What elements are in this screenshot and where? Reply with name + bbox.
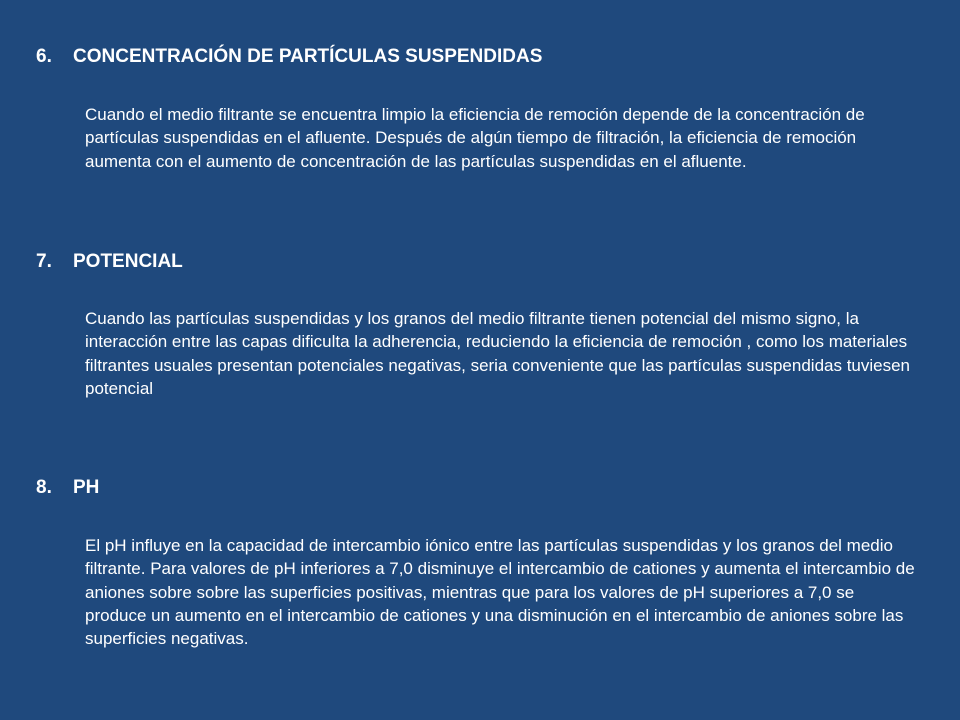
section-potencial	[36, 250, 926, 400]
section-body: Cuando las partículas suspendidas y los granos del medio filtrante tienen potencial del mismo signo, la interacción entre las capas dificulta la adherencia, reduciendo la eficiencia de remoción , como los materiales filtrantes usuales presentan potenciales negativas, seria conveniente que las partículas suspendidas tuviesen potencial	[85, 309, 911, 398]
section-title: PH	[73, 477, 100, 498]
section-number: 8.	[36, 477, 52, 498]
section-heading	[36, 45, 926, 69]
section-body: El pH influye en la capacidad de intercambio iónico entre las partículas suspendidas y los granos del medio filtrante. Para valores de pH inferiores a 7,0 disminuye el intercambio de cationes y aumenta el intercambio de aniones sobre sobre las superficies positivas, mientras que para los valores de pH superiores a 7,0 se produce un aumento en el intercambio de cationes y una disminución en el intercambio de aniones sobre las superficies negativas.	[85, 536, 915, 649]
section-concentracion	[36, 45, 926, 173]
section-title: POTENCIAL	[73, 251, 183, 272]
section-body: Cuando el medio filtrante se encuentra limpio la eficiencia de remoción depende de la concentración de partículas suspendidas en el afluente. Después de algún tiempo de filtración, la eficiencia de remoción aumenta con el aumento de concentración de las partículas suspendidas en el afluente.	[85, 105, 865, 171]
section-ph	[36, 476, 926, 650]
section-number: 6.	[36, 46, 52, 67]
section-title: CONCENTRACIÓN DE PARTÍCULAS SUSPENDIDAS	[73, 46, 543, 67]
section-heading	[36, 250, 926, 274]
section-number: 7.	[36, 251, 52, 272]
section-heading	[36, 476, 926, 500]
